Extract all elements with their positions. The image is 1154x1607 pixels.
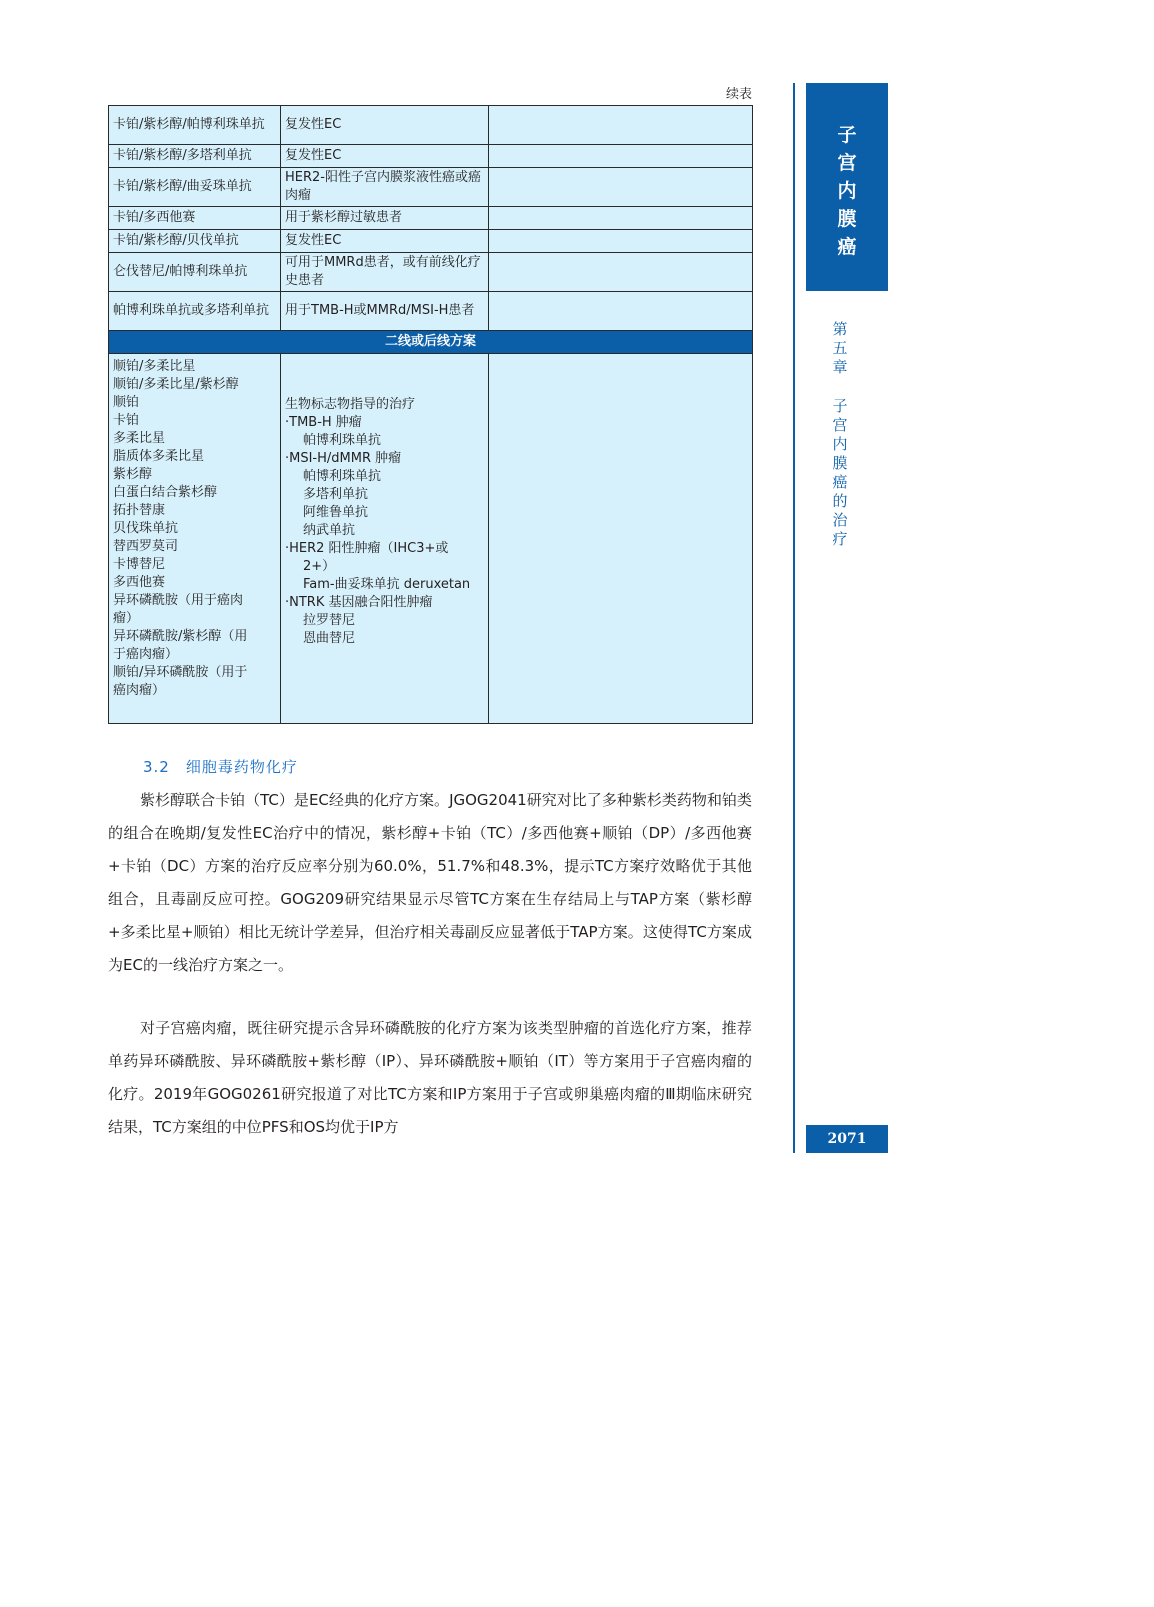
biomarker-line: 2+） bbox=[303, 559, 336, 574]
body-paragraph: 紫杉醇联合卡铂（TC）是EC经典的化疗方案。JGOG2041研究对比了多种紫杉类药物和铂类的组合在晚期/复发性EC治疗中的情况，紫杉醇+卡铂（TC）/多西他赛+顺铂（DP）/多西他赛+卡铂（DC）方案的治疗反应率分别为60.0%，51.7%和48.3%，提示TC方案疗效略优于其他组合，且毒副反应可控。GOG209研究结果显示尽管TC方案在生存结局上与TAP方案（紫杉醇+多柔比星+顺铂）相比无统计学差异，但治疗相关毒副反应显著低于TAP方案。这使得TC方案成为EC的一线治疗方案之一。 bbox=[108, 791, 752, 974]
page-number: 2071 bbox=[806, 1125, 888, 1153]
table-row bbox=[109, 168, 753, 207]
regimen-line: 多西他赛 bbox=[113, 575, 166, 590]
sidebar-divider bbox=[793, 83, 795, 1153]
regimen-line: 于癌肉瘤） bbox=[113, 647, 179, 662]
chapter-label-char: 第 bbox=[832, 320, 848, 338]
regimen-line: 拓扑替康 bbox=[113, 503, 166, 518]
chapter-title-char: 子 bbox=[837, 124, 857, 146]
extra-cell bbox=[489, 230, 753, 253]
regimen-line: 多柔比星 bbox=[113, 431, 166, 446]
chapter-title-block bbox=[806, 83, 888, 291]
table-row bbox=[109, 230, 753, 253]
biomarker-line: 帕博利珠单抗 bbox=[303, 469, 382, 484]
table-row bbox=[109, 354, 753, 724]
table-continued-label: 续表 bbox=[725, 87, 752, 102]
table-section-row bbox=[109, 331, 753, 354]
biomarker-line: 恩曲替尼 bbox=[303, 631, 356, 646]
regimen-line: 脂质体多柔比星 bbox=[113, 449, 205, 464]
biomarker-line: 帕博利珠单抗 bbox=[303, 433, 382, 448]
regimen-line: 卡博替尼 bbox=[113, 557, 166, 572]
regimen-line: 异环磷酰胺（用于癌肉 bbox=[113, 593, 244, 608]
biomarker-line: ·NTRK 基因融合阳性肿瘤 bbox=[285, 595, 433, 610]
regimen-line: 顺铂/多柔比星 bbox=[113, 359, 196, 374]
chapter-title-char: 内 bbox=[837, 180, 857, 202]
chapter-name-char: 癌 bbox=[832, 473, 848, 491]
biomarker-line: ·HER2 阳性肿瘤（IHC3+或 bbox=[285, 541, 449, 556]
chapter-name-char: 的 bbox=[832, 492, 848, 510]
biomarker-line: Fam-曲妥珠单抗 deruxetan bbox=[303, 577, 471, 592]
regimen-cell: 卡铂/紫杉醇/多塔利单抗 bbox=[109, 145, 281, 168]
section-title: 细胞毒药物化疗 bbox=[185, 758, 298, 776]
regimen-line: 卡铂 bbox=[113, 413, 140, 428]
chapter-side-label bbox=[830, 320, 850, 549]
regimen-line: 顺铂/异环磷酰胺（用于 bbox=[113, 665, 248, 680]
table-row bbox=[109, 292, 753, 331]
chapter-title-char: 宫 bbox=[837, 152, 857, 174]
regimen-line: 顺铂/多柔比星/紫杉醇 bbox=[113, 377, 239, 392]
regimen-line: 瘤） bbox=[113, 611, 140, 626]
biomarker-line: 生物标志物指导的治疗 bbox=[285, 397, 416, 412]
section-number: 3.2 bbox=[143, 758, 170, 776]
extra-cell bbox=[489, 253, 753, 292]
table-row bbox=[109, 106, 753, 145]
chapter-name-char: 宫 bbox=[832, 416, 848, 434]
note-cell: 复发性EC bbox=[281, 230, 489, 253]
chapter-label-char: 五 bbox=[832, 339, 848, 357]
regimen-cell: 帕博利珠单抗或多塔利单抗 bbox=[109, 292, 281, 331]
biomarker-line: 多塔利单抗 bbox=[303, 487, 369, 502]
regimen-cell: 仑伐替尼/帕博利珠单抗 bbox=[109, 253, 281, 292]
note-cell: 复发性EC bbox=[281, 145, 489, 168]
extra-cell bbox=[489, 292, 753, 331]
chapter-name-char: 子 bbox=[832, 397, 848, 415]
chapter-name-char: 治 bbox=[832, 511, 848, 529]
second-line-regimens-cell bbox=[109, 354, 281, 724]
extra-cell bbox=[489, 106, 753, 145]
regimen-line: 紫杉醇 bbox=[113, 467, 153, 482]
body-paragraph: 对子宫癌肉瘤，既往研究提示含异环磷酰胺的化疗方案为该类型肿瘤的首选化疗方案，推荐单药异环磷酰胺、异环磷酰胺+紫杉醇（IP）、异环磷酰胺+顺铂（IT）等方案用于子宫癌肉瘤的化疗。2019年GOG0261研究报道了对比TC方案和IP方案用于子宫或卵巢癌肉瘤的Ⅲ期临床研究结果，TC方案组的中位PFS和OS均优于IP方 bbox=[108, 1019, 752, 1136]
table-row bbox=[109, 253, 753, 292]
biomarker-line: ·MSI-H/dMMR 肿瘤 bbox=[285, 451, 402, 466]
regimen-cell: 卡铂/紫杉醇/曲妥珠单抗 bbox=[109, 168, 281, 207]
note-cell: 用于紫杉醇过敏患者 bbox=[281, 207, 489, 230]
regimen-cell: 卡铂/紫杉醇/帕博利珠单抗 bbox=[109, 106, 281, 145]
regimen-line: 白蛋白结合紫杉醇 bbox=[113, 485, 218, 500]
note-cell: 可用于MMRd患者，或有前线化疗史患者 bbox=[281, 253, 489, 292]
note-cell: 用于TMB-H或MMRd/MSI-H患者 bbox=[281, 292, 489, 331]
section-header-cell: 二线或后线方案 bbox=[109, 331, 753, 354]
biomarker-cell bbox=[281, 354, 489, 724]
biomarker-line: 阿维鲁单抗 bbox=[303, 505, 369, 520]
regimen-line: 贝伐珠单抗 bbox=[113, 521, 179, 536]
extra-cell bbox=[489, 207, 753, 230]
extra-cell bbox=[489, 145, 753, 168]
regimen-cell: 卡铂/多西他赛 bbox=[109, 207, 281, 230]
chapter-name-char: 疗 bbox=[832, 530, 848, 548]
note-cell: 复发性EC bbox=[281, 106, 489, 145]
regimen-line: 替西罗莫司 bbox=[113, 539, 179, 554]
regimen-line: 顺铂 bbox=[113, 395, 140, 410]
regimen-table bbox=[108, 105, 753, 724]
extra-cell bbox=[489, 168, 753, 207]
extra-cell bbox=[489, 354, 753, 724]
biomarker-line: 拉罗替尼 bbox=[303, 613, 356, 628]
table-row bbox=[109, 145, 753, 168]
biomarker-line: 纳武单抗 bbox=[303, 523, 356, 538]
chapter-title-char: 癌 bbox=[837, 236, 857, 258]
regimen-line: 癌肉瘤） bbox=[113, 683, 166, 698]
chapter-title-char: 膜 bbox=[837, 208, 857, 230]
regimen-cell: 卡铂/紫杉醇/贝伐单抗 bbox=[109, 230, 281, 253]
note-cell: HER2-阳性子宫内膜浆液性癌或癌肉瘤 bbox=[281, 168, 489, 207]
chapter-label-char: 章 bbox=[832, 358, 848, 376]
chapter-name-char: 膜 bbox=[832, 454, 848, 472]
section-heading bbox=[143, 756, 298, 777]
biomarker-line: ·TMB-H 肿瘤 bbox=[285, 415, 362, 430]
table-row bbox=[109, 207, 753, 230]
regimen-line: 异环磷酰胺/紫杉醇（用 bbox=[113, 629, 248, 644]
chapter-name-char: 内 bbox=[832, 435, 848, 453]
